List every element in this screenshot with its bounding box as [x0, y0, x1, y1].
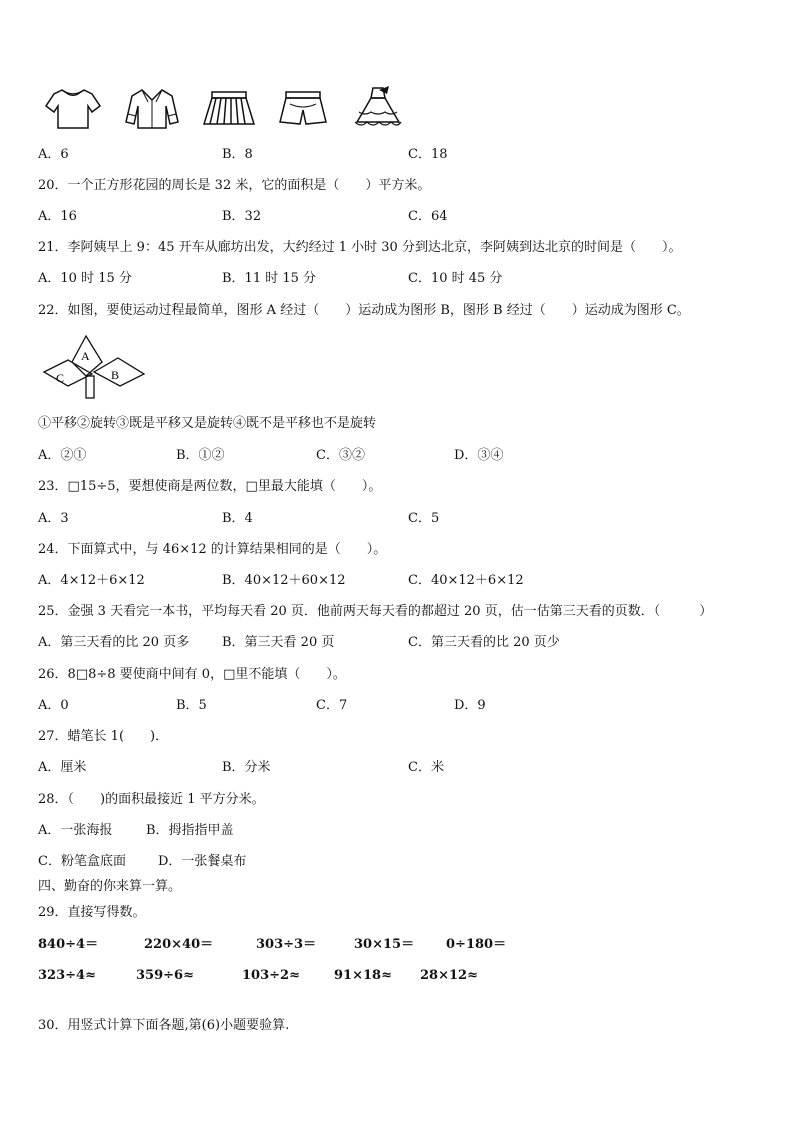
q23-text: 23．□15÷5，要想使商是两位数，□里最大能填（ ）。: [38, 479, 382, 494]
q29-r1-c4: 30×15＝: [354, 937, 415, 952]
q29-r1-c2: 220×40＝: [144, 937, 214, 952]
clothes-pictures: [44, 86, 423, 130]
q20-text: 20．一个正方形花园的周长是 32 米，它的面积是（ ）平方米。: [38, 178, 431, 193]
label-b: B: [111, 368, 120, 382]
q21-option-a[interactable]: A．10 时 15 分: [38, 271, 132, 286]
q21-text: 21．李阿姨早上 9：45 开车从廊坊出发，大约经过 1 小时 30 分到达北京，李阿姨到达北京的时间是（ ）。: [38, 240, 682, 255]
q25-text: 25．金强 3 天看完一本书，平均每天看 20 页．他前两天每天看的都超过 20 页，估一估第三天看的页数．（ ）: [38, 604, 713, 619]
q22-option-c[interactable]: C．③②: [316, 448, 365, 463]
q30-text: 30．用竖式计算下面各题,第(6)小题要验算.: [38, 1018, 290, 1033]
q29-r1-c3: 303÷3＝: [256, 937, 317, 952]
shape-c: [44, 360, 92, 386]
q26-option-a[interactable]: A．0: [38, 698, 69, 713]
q19-option-a[interactable]: A．6: [38, 147, 69, 162]
q29-r1-c1: 840÷4＝: [38, 937, 99, 952]
shirt-icon: [124, 86, 180, 130]
label-c: C: [56, 371, 65, 385]
q28-option-c[interactable]: C．粉笔盒底面: [38, 854, 126, 869]
q27-option-c[interactable]: C．米: [408, 760, 444, 775]
q29-text: 29．直接写得数。: [38, 905, 146, 920]
q19-option-c[interactable]: C．18: [408, 147, 448, 162]
stem: [86, 376, 94, 398]
q29-r2-c2: 359÷6≈: [136, 968, 194, 983]
q29-r2-c1: 323÷4≈: [38, 968, 96, 983]
section-4-title: 四、勤奋的你来算一算。: [38, 879, 182, 894]
q29-r2-c3: 103÷2≈: [242, 968, 300, 983]
q23-option-c[interactable]: C．5: [408, 511, 440, 526]
q22-option-b[interactable]: B．①②: [176, 448, 225, 463]
q22-option-d[interactable]: D．③④: [454, 448, 504, 463]
q28-text: 28．（ )的面积最接近 1 平方分米。: [38, 792, 265, 807]
q29-r2-c4: 91×18≈: [334, 968, 392, 983]
skirt-icon: [202, 86, 256, 130]
q19-option-b[interactable]: B．8: [222, 147, 253, 162]
q26-option-c[interactable]: C．7: [316, 698, 348, 713]
q23-option-a[interactable]: A．3: [38, 511, 69, 526]
q20-option-c[interactable]: C．64: [408, 209, 448, 224]
q23-option-b[interactable]: B．4: [222, 511, 253, 526]
q21-option-b[interactable]: B．11 时 15 分: [222, 271, 317, 286]
q24-text: 24．下面算式中，与 46×12 的计算结果相同的是（ ）。: [38, 542, 387, 557]
q25-option-a[interactable]: A．第三天看的比 20 页多: [38, 635, 190, 650]
q25-option-b[interactable]: B．第三天看 20 页: [222, 635, 335, 650]
q27-text: 27．蜡笔长 1( )．: [38, 729, 169, 744]
q24-option-b[interactable]: B．40×12＋60×12: [222, 573, 346, 588]
q20-option-b[interactable]: B．32: [222, 209, 262, 224]
dress-icon: [351, 86, 405, 130]
label-a: A: [81, 349, 90, 363]
q26-option-d[interactable]: D．9: [454, 698, 486, 713]
q22-choices: ①平移②旋转③既是平移又是旋转④既不是平移也不是旋转: [38, 416, 377, 431]
q22-option-a[interactable]: A．②①: [38, 448, 87, 463]
q21-option-c[interactable]: C．10 时 45 分: [408, 271, 503, 286]
q29-r2-c5: 28×12≈: [420, 968, 478, 983]
q22-figure: [40, 332, 160, 402]
q28-option-b[interactable]: B．拇指指甲盖: [146, 823, 234, 838]
q29-r1-c5: 0÷180＝: [446, 937, 507, 952]
q28-option-d[interactable]: D．一张餐桌布: [158, 854, 247, 869]
q28-option-a[interactable]: A．一张海报: [38, 823, 113, 838]
q22-text: 22．如图，要使运动过程最简单，图形 A 经过（ ）运动成为图形 B，图形 B 经过（ ）运动成为图形 C。: [38, 303, 690, 318]
q26-text: 26．8□8÷8 要使商中间有 0，□里不能填（ ）。: [38, 667, 346, 682]
q25-option-c[interactable]: C．第三天看的比 20 页少: [408, 635, 560, 650]
q24-option-c[interactable]: C．40×12＋6×12: [408, 573, 524, 588]
tshirt-icon: [44, 86, 102, 130]
q27-option-a[interactable]: A．厘米: [38, 760, 87, 775]
shorts-icon: [278, 86, 328, 130]
q27-option-b[interactable]: B．分米: [222, 760, 271, 775]
q24-option-a[interactable]: A．4×12＋6×12: [38, 573, 145, 588]
q20-option-a[interactable]: A．16: [38, 209, 77, 224]
q26-option-b[interactable]: B．5: [176, 698, 207, 713]
